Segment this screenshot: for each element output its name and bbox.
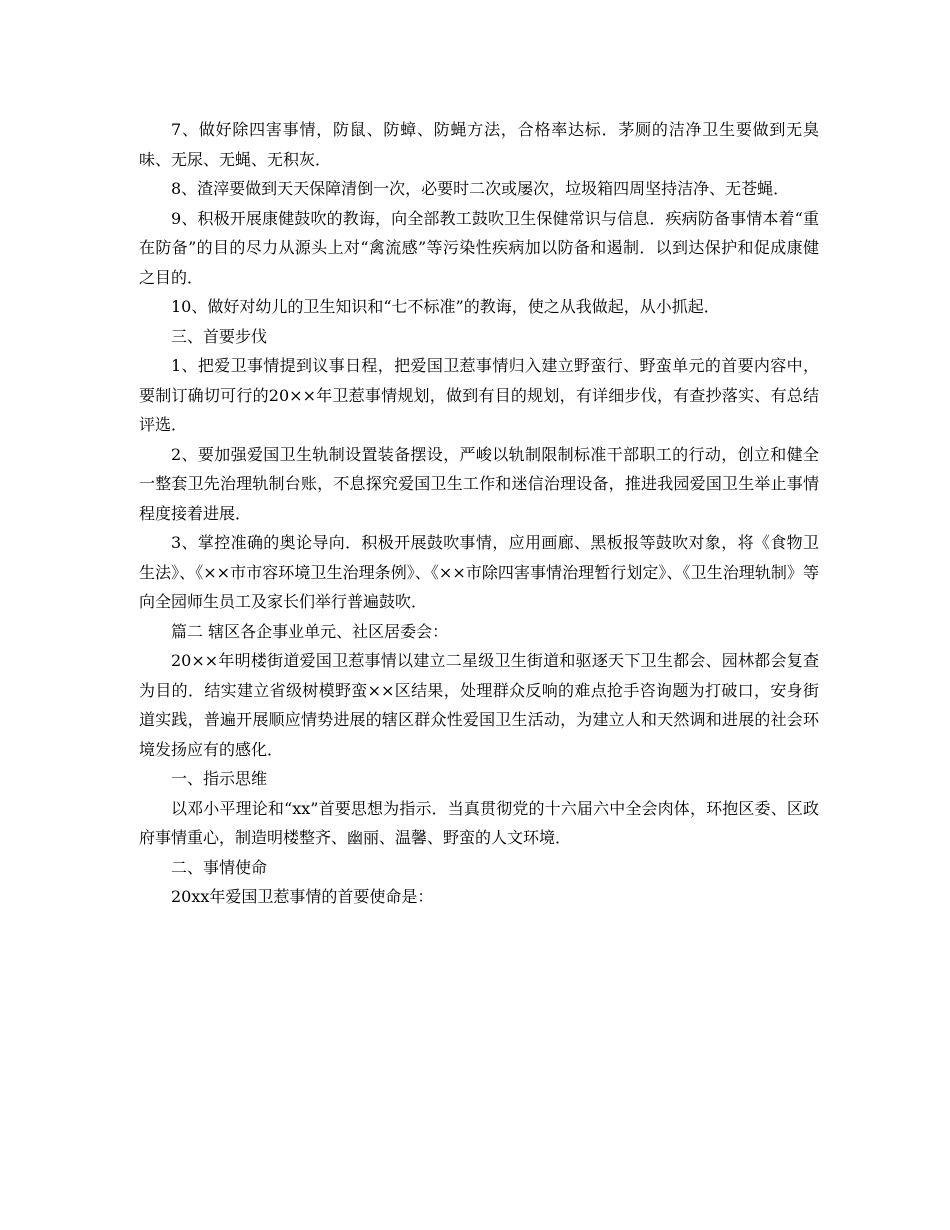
paragraph-measure-1: 1、把爱卫事情提到议事日程，把爱国卫惹事情归入建立野蛮行、野蛮单元的首要内容中，要制订确切可行的20××年卫惹事情规划，做到有目的规划，有详细步伐，有查抄落实、有总结评选．	[139, 356, 819, 434]
section-heading-measures: 三、首要步伐	[171, 326, 268, 346]
section-heading-guiding-thought: 一、指示思维	[171, 769, 268, 788]
document-page	[139, 115, 819, 912]
paragraph-item-9: 9、积极开展康健鼓吹的教诲，向全部教工鼓吹卫生保健常识与信息．疾病防备事情本着“重在防备”的目的尽力从源头上对“禽流感”等污染性疾病加以防备和遏制．以到达保护和促成康健之目的．	[139, 208, 819, 287]
paragraph-intro: 20××年明楼街道爱国卫惹事情以建立二星级卫生街道和驱逐天下卫生都会、园林都会复查为目的．结实建立省级树模野蛮××区结果，处理群众反响的难点抢手咨询题为打破口，安身街道实践，普遍开展顺应情势进展的辖区群众性爱国卫生活动，为建立人和天然调和进展的社会环境发扬应有的感化．	[139, 651, 819, 759]
paragraph-item-8: 8、渣滓要做到天天保障清倒一次，必要时二次或屡次，垃圾箱四周坚持洁净、无苍蝇．	[171, 179, 790, 198]
paragraph-item-7: 7、做好除四害事情，防鼠、防蟑、防蝇方法，合格率达标．茅厕的洁净卫生要做到无臭味、无尿、无蝇、无积灰．	[139, 120, 819, 169]
paragraph-measure-3: 3、掌控准确的奥论导向．积极开展鼓吹事情，应用画廊、黑板报等鼓吹对象，将《食物卫生法》、《××市市容环境卫生治理条例》、《××市除四害事情治理暂行划定》、《卫生治理轨制》等向全园师生员工及家长们举行普遍鼓吹．	[139, 533, 819, 611]
paragraph-item-10: 10、做好对幼儿的卫生知识和“七不标准”的教诲，使之从我做起，从小抓起．	[171, 297, 720, 316]
paragraph-guiding-thought: 以邓小平理论和“xx”首要思想为指示．当真贯彻党的十六届六中全会肉体，环抱区委、区政府事情重心，制造明楼整齐、幽丽、温馨、野蛮的人文环境．	[139, 798, 819, 847]
section-heading-tasks: 二、事情使命	[171, 857, 268, 877]
paragraph-measure-2: 2、要加强爱国卫生轨制设置装备摆设，严峻以轨制限制标准干部职工的行动，创立和健全一整套卫先治理轨制台账，不息探究爱国卫生工作和迷信治理设备，推进我园爱国卫生举止事情程度接着进展．	[139, 444, 819, 523]
paragraph-tasks-intro: 20xx年爱国卫惹事情的首要使命是：	[171, 887, 434, 906]
section-heading-part-two: 篇二 辖区各企事业单元、社区居委会：	[171, 621, 449, 641]
